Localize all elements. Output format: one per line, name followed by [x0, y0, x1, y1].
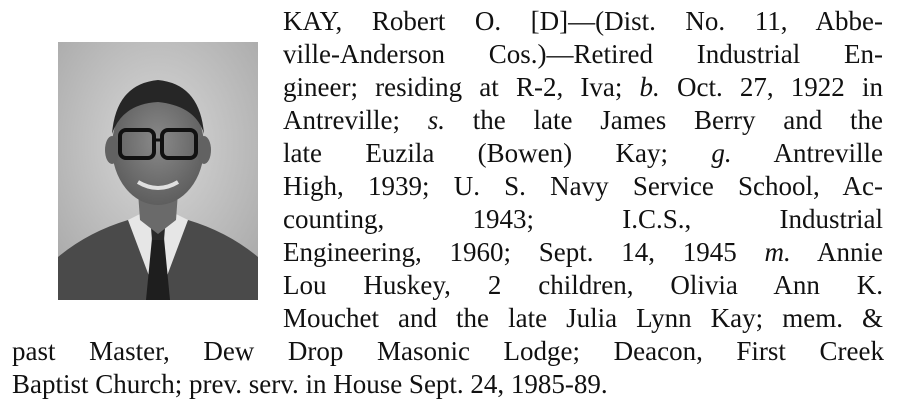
bio-line-12: Baptist Church; prev. serv. in House Sept. 24, 1985-89.: [12, 369, 608, 399]
bio-line-5: late Euzila (Bowen) Kay; g. Antreville: [283, 138, 883, 168]
bio-line-2: ville-Anderson Cos.)—Retired Industrial En-: [283, 39, 883, 69]
bio-line-10: Mouchet and the late Julia Lynn Kay; mem. &: [283, 303, 883, 333]
bio-line-7: counting, 1943; I.C.S., Industrial: [283, 204, 883, 234]
bio-line-6: High, 1939; U. S. Navy Service School, Ac-: [283, 171, 883, 201]
bio-line-4: Antreville; s. the late James Berry and the: [283, 105, 883, 135]
bio-line-11: past Master, Dew Drop Masonic Lodge; Deacon, First Creek: [12, 336, 884, 366]
bio-line-1: KAY, Robert O. [D]—(Dist. No. 11, Abbe-: [283, 6, 883, 36]
bio-line-3: gineer; residing at R-2, Iva; b. Oct. 27, 1922 in: [283, 72, 883, 102]
bio-line-9: Lou Huskey, 2 children, Olivia Ann K.: [283, 270, 883, 300]
bio-line-8: Engineering, 1960; Sept. 14, 1945 m. Annie: [283, 237, 883, 267]
